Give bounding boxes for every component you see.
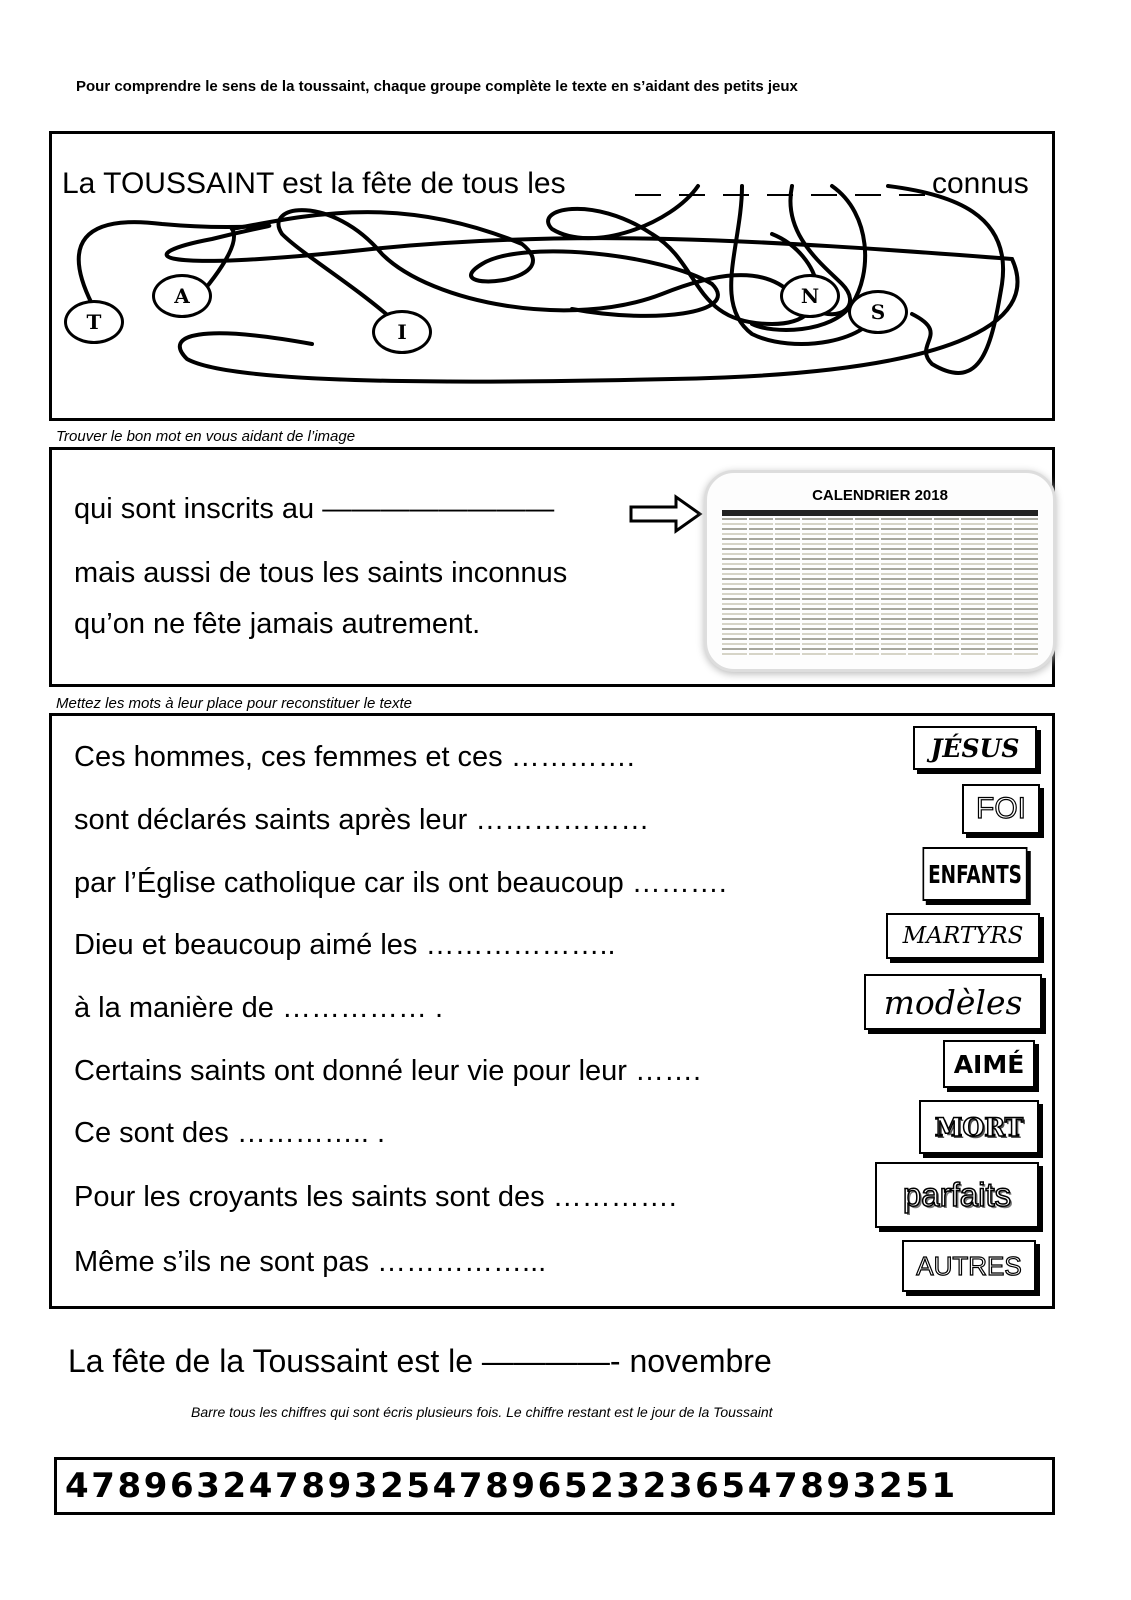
text-line-8: Pour les croyants les saints sont des …………. bbox=[74, 1181, 677, 1213]
text-line-6: Certains saints ont donné leur vie pour leur ……. bbox=[74, 1055, 702, 1087]
text-line-9: Même s’ils ne sont pas ……………... bbox=[74, 1246, 547, 1278]
section2-note: Trouver le bon mot en vous aidant de l’image bbox=[56, 428, 356, 445]
word-card-autres[interactable]: AUTRES bbox=[902, 1240, 1036, 1292]
date-sentence: La fête de la Toussaint est le ————- novembre bbox=[68, 1343, 772, 1379]
word-card-modeles[interactable]: modèles bbox=[864, 974, 1042, 1030]
word-card-parfaits[interactable]: parfaits bbox=[875, 1162, 1039, 1228]
maze-sentence-end: connus bbox=[932, 167, 1029, 200]
calendar-title: CALENDRIER 2018 bbox=[812, 487, 948, 504]
calendar-line-1: qui sont inscrits au ———————— bbox=[74, 493, 555, 525]
word-card-jesus[interactable]: JÉSUS bbox=[913, 726, 1037, 770]
letter-circle-t: T bbox=[64, 300, 124, 344]
digits-note: Barre tous les chiffres qui sont écris plusieurs fois. Le chiffre restant est le jour de la Toussaint bbox=[191, 1404, 773, 1420]
text-line-5: à la manière de …………… . bbox=[74, 992, 444, 1024]
word-card-enfants[interactable]: ENFANTS bbox=[923, 847, 1028, 901]
text-line-7: Ce sont des ………….. . bbox=[74, 1117, 386, 1149]
instruction-text: Pour comprendre le sens de la toussaint, chaque groupe complète le texte en s’aidant des petits jeux bbox=[76, 78, 798, 95]
letter-circle-s: S bbox=[848, 290, 908, 334]
digits-sequence[interactable]: 4789632478932547896523236547893251 bbox=[65, 1466, 958, 1506]
letter-circle-a: A bbox=[152, 274, 212, 318]
section3-note: Mettez les mots à leur place pour reconstituer le texte bbox=[56, 695, 413, 712]
word-card-aime[interactable]: AIMÉ bbox=[943, 1040, 1035, 1088]
text-line-4: Dieu et beaucoup aimé les ……………….. bbox=[74, 929, 616, 961]
maze-lines bbox=[52, 134, 1052, 418]
maze-section bbox=[49, 131, 1055, 421]
calendar-section bbox=[49, 447, 1055, 687]
word-card-foi[interactable]: FOI bbox=[962, 784, 1040, 834]
text-line-3: par l’Église catholique car ils ont beaucoup ………. bbox=[74, 867, 727, 899]
word-card-martyrs[interactable]: MARTYRS bbox=[886, 913, 1040, 959]
letter-circle-i: I bbox=[372, 310, 432, 354]
text-line-1: Ces hommes, ces femmes et ces …………. bbox=[74, 741, 635, 773]
word-card-mort[interactable]: MORT bbox=[919, 1100, 1039, 1154]
calendar-line-2: mais aussi de tous les saints inconnus bbox=[74, 557, 568, 589]
calendar-image bbox=[704, 470, 1056, 672]
letter-circle-n: N bbox=[780, 274, 840, 318]
calendar-line-3: qu’on ne fête jamais autrement. bbox=[74, 608, 481, 640]
words-section bbox=[49, 713, 1055, 1309]
maze-sentence-start: La TOUSSAINT est la fête de tous les bbox=[62, 167, 566, 200]
arrow-right-icon bbox=[628, 494, 704, 534]
text-line-2: sont déclarés saints après leur ……………… bbox=[74, 804, 650, 836]
digits-box bbox=[54, 1457, 1055, 1515]
